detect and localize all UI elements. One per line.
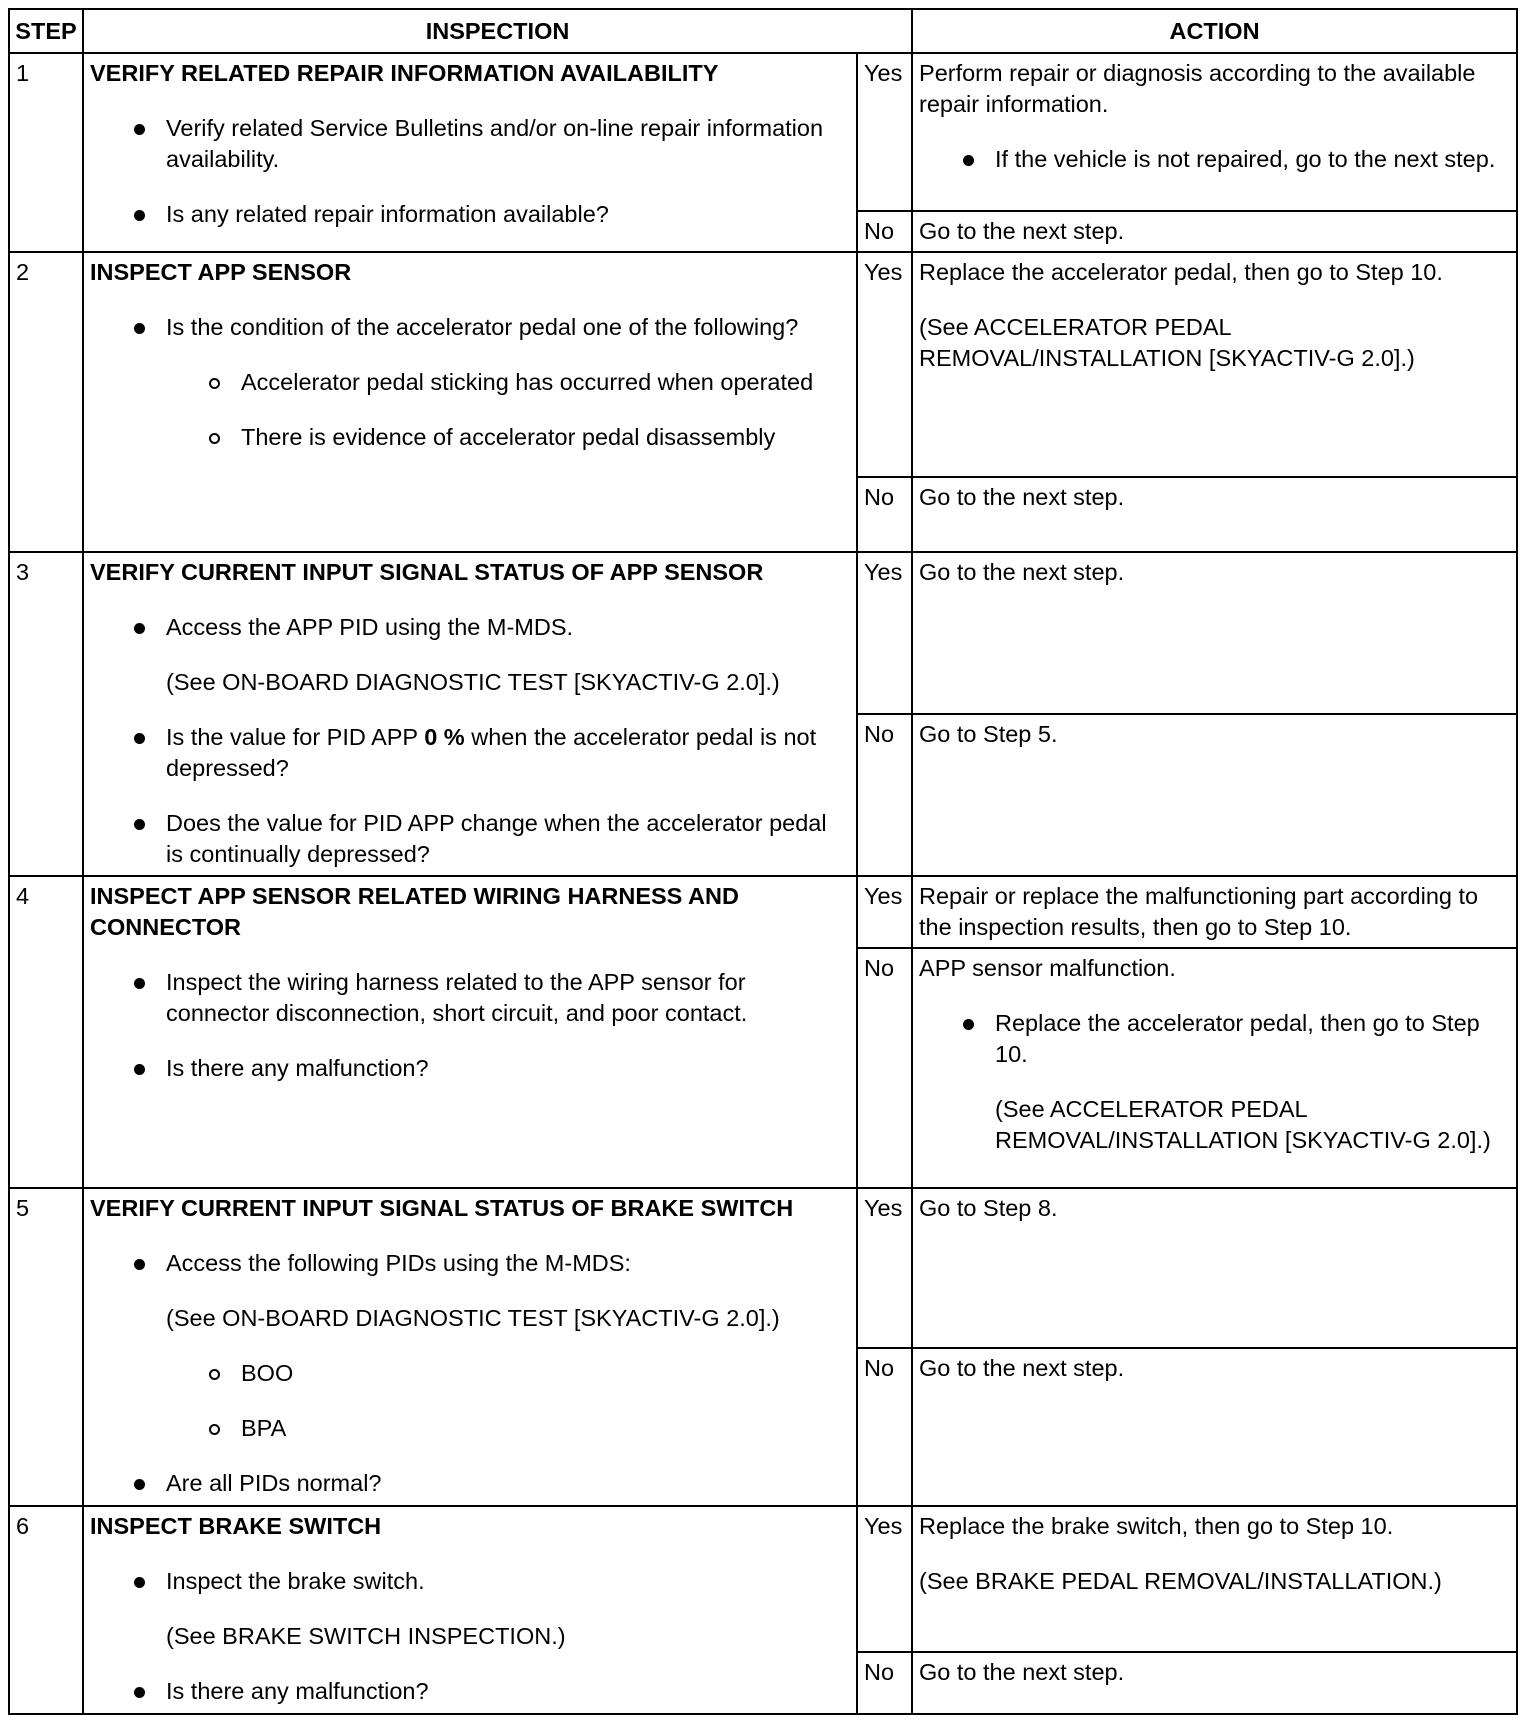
step-title: INSPECT APP SENSOR RELATED WIRING HARNESS AND CONNECTOR bbox=[90, 883, 739, 940]
table-row bbox=[9, 552, 1517, 714]
action-text: Go to Step 5. bbox=[919, 721, 1058, 747]
inspection-bullet: Is there any malfunction? bbox=[90, 1053, 850, 1084]
no-label: No bbox=[857, 211, 912, 252]
inspection-reference: (See ON-BOARD DIAGNOSTIC TEST [SKYACTIV-G 2.0].) bbox=[166, 669, 780, 695]
step-title: VERIFY CURRENT INPUT SIGNAL STATUS OF APP SENSOR bbox=[90, 559, 764, 585]
action-reference: (See ACCELERATOR PEDAL REMOVAL/INSTALLATION [SKYACTIV-G 2.0].) bbox=[995, 1096, 1491, 1153]
inspection-sub-bullet: Accelerator pedal sticking has occurred when operated bbox=[90, 367, 850, 398]
action-text: Perform repair or diagnosis according to the available repair information. bbox=[919, 60, 1476, 117]
no-label: No bbox=[857, 948, 912, 1188]
action-text: Go to the next step. bbox=[919, 484, 1125, 510]
table-header-row bbox=[9, 9, 1517, 53]
inspection-bullet: Verify related Service Bulletins and/or on-line repair information availability. bbox=[90, 113, 850, 175]
step-title: INSPECT BRAKE SWITCH bbox=[90, 1513, 382, 1539]
inspection-bullet bbox=[90, 722, 850, 784]
step-number: 1 bbox=[9, 53, 83, 252]
inspection-reference: (See BRAKE SWITCH INSPECTION.) bbox=[166, 1623, 566, 1649]
no-action-cell bbox=[912, 1348, 1517, 1506]
inspection-bullet: Are all PIDs normal? bbox=[90, 1468, 850, 1499]
action-reference: (See ACCELERATOR PEDAL REMOVAL/INSTALLATION [SKYACTIV-G 2.0].) bbox=[919, 314, 1415, 371]
action-bullet: Replace the accelerator pedal, then go to Step 10. bbox=[919, 1008, 1510, 1070]
action-reference: (See BRAKE PEDAL REMOVAL/INSTALLATION.) bbox=[919, 1568, 1442, 1594]
table-row bbox=[9, 1188, 1517, 1348]
step-number: 4 bbox=[9, 876, 83, 1188]
inspection-bullet: Is any related repair information available? bbox=[90, 199, 850, 230]
yes-action-cell bbox=[912, 552, 1517, 714]
inspection-bullet: Is there any malfunction? bbox=[90, 1676, 850, 1707]
yes-label: Yes bbox=[857, 53, 912, 211]
inspection-bullet: Is the condition of the accelerator pedal one of the following? bbox=[90, 312, 850, 343]
bullet-text: when the accelerator pedal is not depressed? bbox=[166, 724, 817, 781]
action-text: Replace the accelerator pedal, then go to Step 10. bbox=[919, 259, 1443, 285]
inspection-cell bbox=[83, 252, 857, 552]
yes-action-cell bbox=[912, 1188, 1517, 1348]
bullet-text: Is the value for PID APP bbox=[166, 724, 425, 750]
table-row bbox=[9, 876, 1517, 948]
no-action-cell bbox=[912, 477, 1517, 552]
inspection-cell bbox=[83, 1506, 857, 1714]
diagnostic-procedure-sheet bbox=[8, 8, 1518, 1715]
action-text: Repair or replace the malfunctioning part according to the inspection results, then go to Step 10. bbox=[919, 883, 1479, 940]
yes-label: Yes bbox=[857, 876, 912, 948]
no-label: No bbox=[857, 477, 912, 552]
inspection-cell bbox=[83, 552, 857, 876]
action-bullet: If the vehicle is not repaired, go to the next step. bbox=[919, 144, 1510, 175]
inspection-bullet: Does the value for PID APP change when the accelerator pedal is continually depressed? bbox=[90, 808, 850, 870]
action-text: APP sensor malfunction. bbox=[919, 955, 1176, 981]
no-label: No bbox=[857, 1348, 912, 1506]
inspection-bullet: Access the following PIDs using the M-MDS: bbox=[90, 1248, 850, 1279]
table-row bbox=[9, 53, 1517, 211]
step-title: INSPECT APP SENSOR bbox=[90, 259, 352, 285]
no-action-cell bbox=[912, 714, 1517, 876]
step-title: VERIFY RELATED REPAIR INFORMATION AVAILABILITY bbox=[90, 60, 719, 86]
no-action-cell bbox=[912, 1652, 1517, 1714]
table-row bbox=[9, 1506, 1517, 1652]
yes-action-cell bbox=[912, 252, 1517, 477]
yes-action-cell bbox=[912, 1506, 1517, 1652]
inspection-reference: (See ON-BOARD DIAGNOSTIC TEST [SKYACTIV-G 2.0].) bbox=[166, 1305, 780, 1331]
step-number: 5 bbox=[9, 1188, 83, 1506]
inspection-cell bbox=[83, 876, 857, 1188]
header-step: STEP bbox=[9, 9, 83, 53]
step-number: 3 bbox=[9, 552, 83, 876]
yes-label: Yes bbox=[857, 252, 912, 477]
inspection-bullet: Access the APP PID using the M-MDS. bbox=[90, 612, 850, 643]
action-text: Go to the next step. bbox=[919, 1659, 1125, 1685]
table-row bbox=[9, 252, 1517, 477]
no-action-cell bbox=[912, 211, 1517, 252]
header-inspection: INSPECTION bbox=[83, 9, 912, 53]
step-title: VERIFY CURRENT INPUT SIGNAL STATUS OF BRAKE SWITCH bbox=[90, 1195, 794, 1221]
inspection-bullet: Inspect the wiring harness related to the APP sensor for connector disconnection, short circuit, and poor contact. bbox=[90, 967, 850, 1029]
action-text: Replace the brake switch, then go to Step 10. bbox=[919, 1513, 1394, 1539]
yes-label: Yes bbox=[857, 552, 912, 714]
header-action: ACTION bbox=[912, 9, 1517, 53]
no-label: No bbox=[857, 1652, 912, 1714]
inspection-cell bbox=[83, 53, 857, 252]
step-number: 6 bbox=[9, 1506, 83, 1714]
action-text: Go to the next step. bbox=[919, 218, 1125, 244]
bullet-bold-value: 0 % bbox=[424, 724, 465, 750]
action-text: Go to the next step. bbox=[919, 1355, 1125, 1381]
yes-label: Yes bbox=[857, 1506, 912, 1652]
diagnostic-table bbox=[8, 8, 1518, 1715]
action-text: Go to Step 8. bbox=[919, 1195, 1058, 1221]
no-label: No bbox=[857, 714, 912, 876]
inspection-bullet: Inspect the brake switch. bbox=[90, 1566, 850, 1597]
step-number: 2 bbox=[9, 252, 83, 552]
inspection-sub-bullet: There is evidence of accelerator pedal disassembly bbox=[90, 422, 850, 453]
inspection-sub-bullet: BOO bbox=[90, 1358, 850, 1389]
yes-action-cell bbox=[912, 53, 1517, 211]
yes-action-cell bbox=[912, 876, 1517, 948]
no-action-cell bbox=[912, 948, 1517, 1188]
inspection-cell bbox=[83, 1188, 857, 1506]
yes-label: Yes bbox=[857, 1188, 912, 1348]
action-text: Go to the next step. bbox=[919, 559, 1125, 585]
inspection-sub-bullet: BPA bbox=[90, 1413, 850, 1444]
